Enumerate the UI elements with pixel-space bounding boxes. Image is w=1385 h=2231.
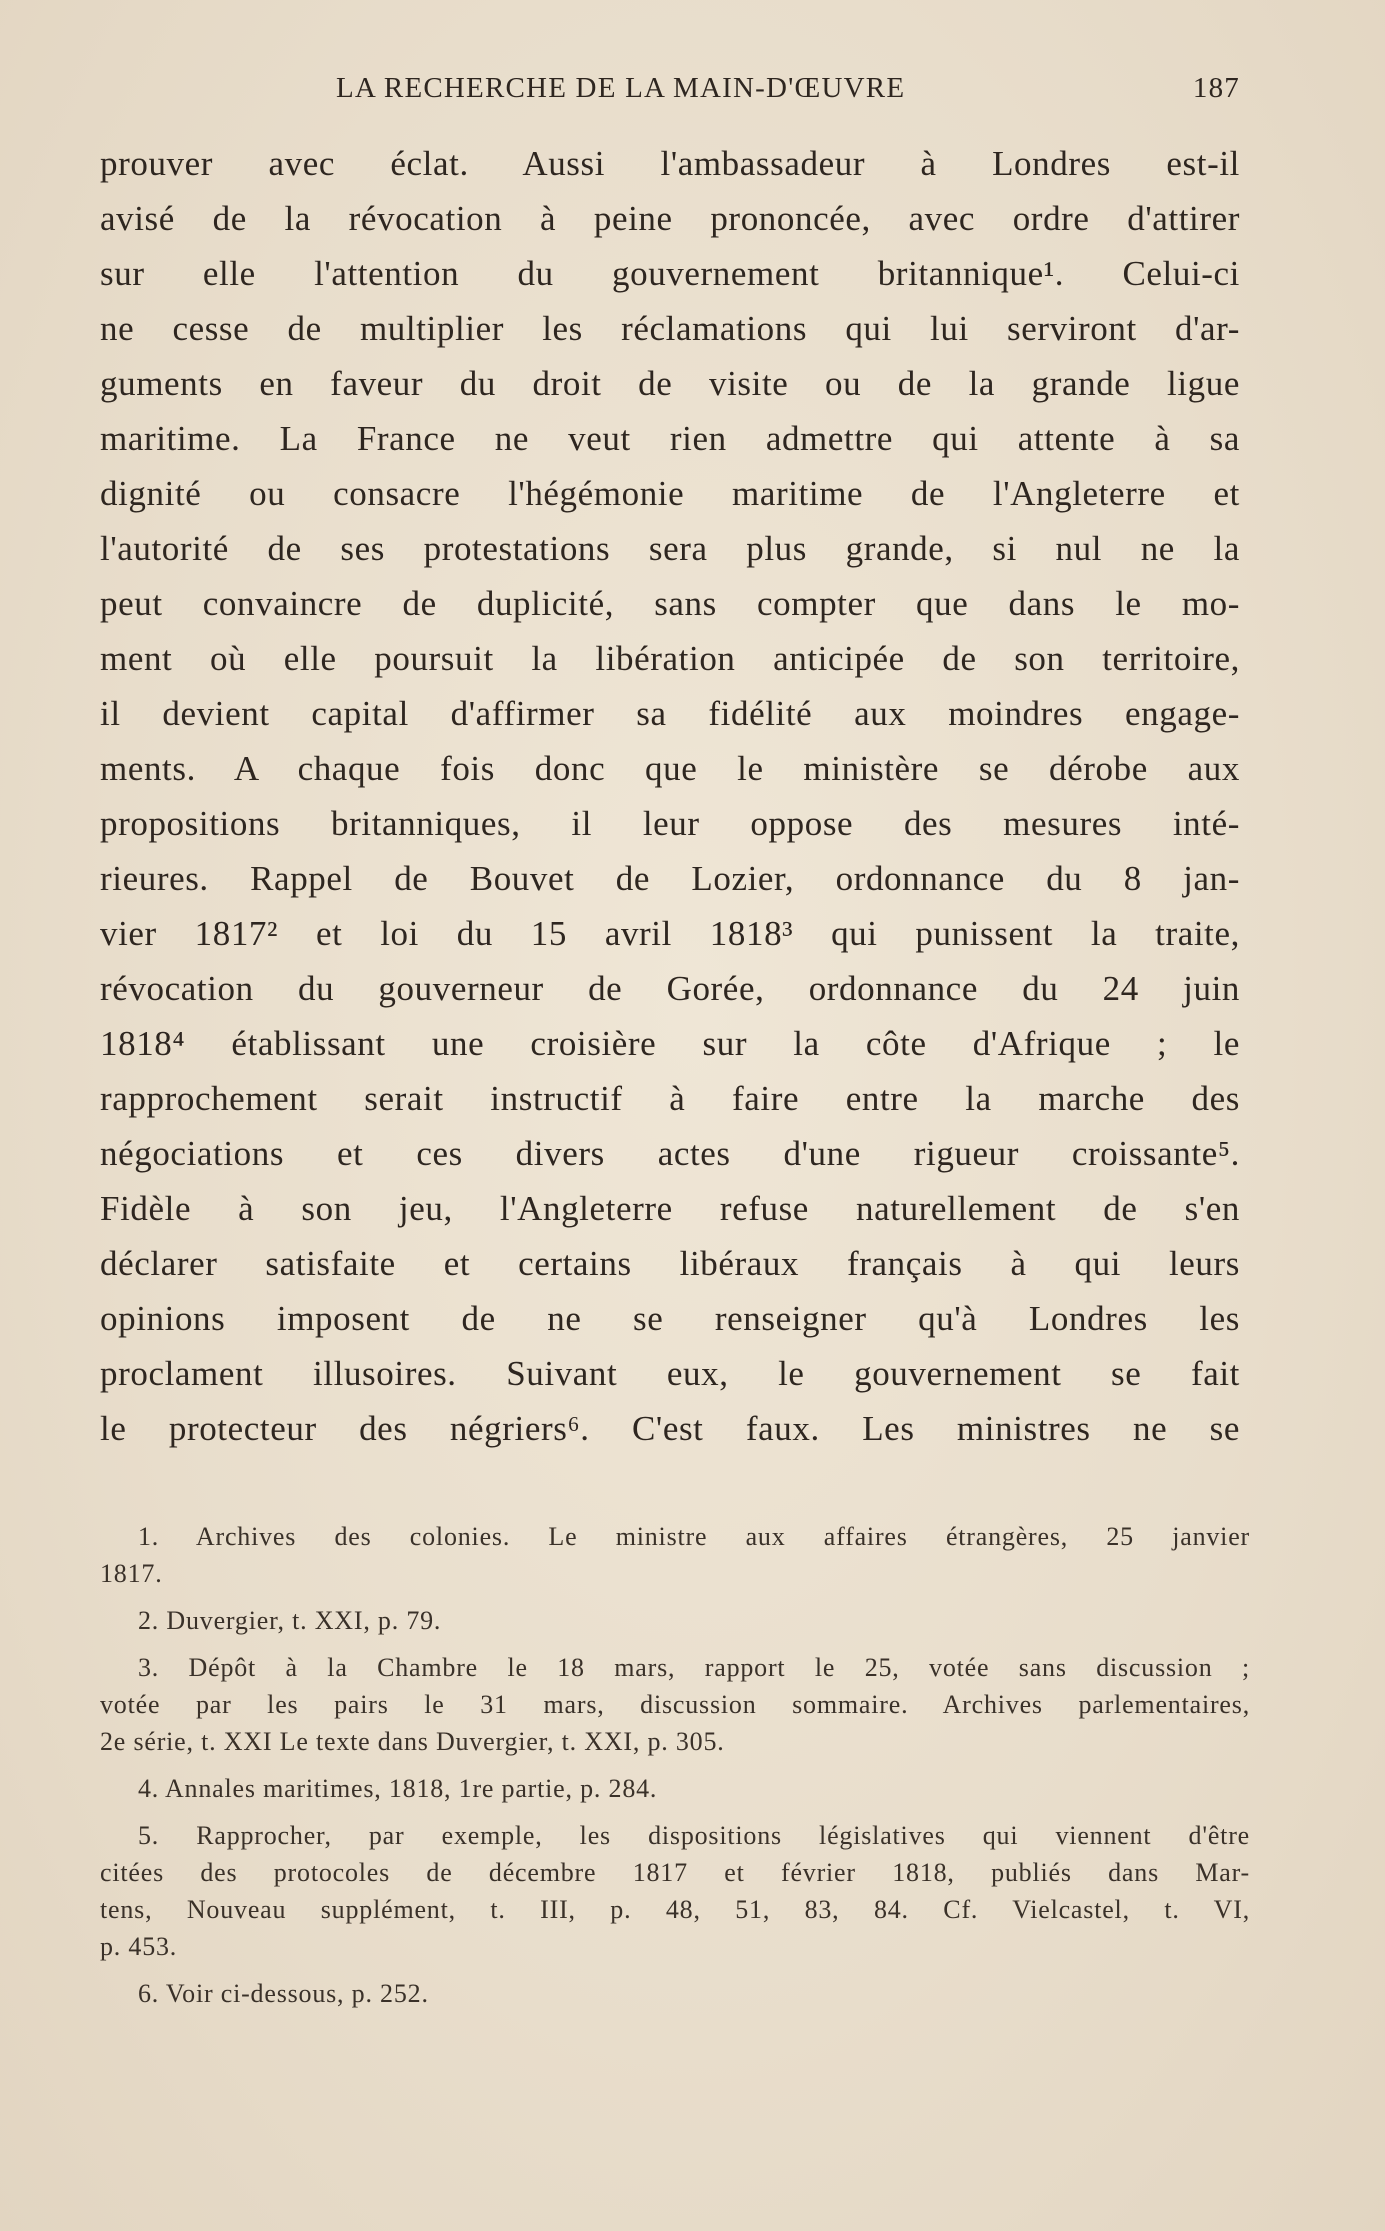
text-line: ne cesse de multiplier les réclamations qui lui serviront d'ar- [100, 309, 1240, 348]
text-line: déclarer satisfaite et certains libéraux français à qui leurs [100, 1244, 1240, 1283]
text-line: 1818⁴ établissant une croisière sur la côte d'Afrique ; le [100, 1024, 1240, 1063]
text-line: opinions imposent de ne se renseigner qu'à Londres les [100, 1299, 1240, 1338]
footnote-3-line: 3. Dépôt à la Chambre le 18 mars, rapport le 25, votée sans discussion ; [138, 1653, 1250, 1682]
text-line: dignité ou consacre l'hégémonie maritime de l'Angleterre et [100, 474, 1240, 513]
page-header [100, 72, 1240, 112]
text-line: maritime. La France ne veut rien admettre qui attente à sa [100, 419, 1240, 458]
text-line: il devient capital d'affirmer sa fidélité aux moindres engage- [100, 694, 1240, 733]
footnote-6-line: 6. Voir ci-dessous, p. 252. [138, 1979, 429, 2008]
text-line: rieures. Rappel de Bouvet de Lozier, ordonnance du 8 jan- [100, 859, 1240, 898]
text-line: l'autorité de ses protestations sera plus grande, si nul ne la [100, 529, 1240, 568]
footnote-5-line: tens, Nouveau supplément, t. III, p. 48, 51, 83, 84. Cf. Vielcastel, t. VI, [100, 1895, 1250, 1924]
text-line: proclament illusoires. Suivant eux, le gouvernement se fait [100, 1354, 1240, 1393]
footnote-2-line: 2. Duvergier, t. XXI, p. 79. [138, 1606, 442, 1635]
text-line: guments en faveur du droit de visite ou de la grande ligue [100, 364, 1240, 403]
text-line: révocation du gouverneur de Gorée, ordonnance du 24 juin [100, 969, 1240, 1008]
footnote-3-line: votée par les pairs le 31 mars, discussion sommaire. Archives parlementaires, [100, 1690, 1250, 1719]
footnote-5-line: p. 453. [100, 1932, 178, 1961]
footnote-5-line: 5. Rapprocher, par exemple, les dispositions législatives qui viennent d'être [138, 1821, 1250, 1850]
text-line: propositions britanniques, il leur oppose des mesures inté- [100, 804, 1240, 843]
text-line: vier 1817² et loi du 15 avril 1818³ qui punissent la traite, [100, 914, 1240, 953]
text-line: prouver avec éclat. Aussi l'ambassadeur à Londres est-il [100, 144, 1240, 183]
text-line: avisé de la révocation à peine prononcée, avec ordre d'attirer [100, 199, 1240, 238]
footnote-1-line: 1. Archives des colonies. Le ministre aux affaires étrangères, 25 janvier [138, 1522, 1250, 1551]
footnotes [100, 1518, 1250, 2012]
text-line: peut convaincre de duplicité, sans compter que dans le mo- [100, 584, 1240, 623]
text-line: ments. A chaque fois donc que le ministère se dérobe aux [100, 749, 1240, 788]
text-line: rapprochement serait instructif à faire entre la marche des [100, 1079, 1240, 1118]
footnote-4-line: 4. Annales maritimes, 1818, 1re partie, p. 284. [138, 1774, 658, 1803]
text-line: Fidèle à son jeu, l'Angleterre refuse naturellement de s'en [100, 1189, 1240, 1228]
footnote-1-line: 1817. [100, 1559, 163, 1588]
footnote-3-line: 2e série, t. XXI Le texte dans Duvergier, t. XXI, p. 305. [100, 1727, 725, 1756]
text-line: sur elle l'attention du gouvernement britannique¹. Celui-ci [100, 254, 1240, 293]
page-number: 187 [1192, 72, 1240, 104]
text-line: ment où elle poursuit la libération anticipée de son territoire, [100, 639, 1240, 678]
main-text [100, 136, 1240, 1456]
text-line: négociations et ces divers actes d'une rigueur croissante⁵. [100, 1134, 1240, 1173]
footnote-5-line: citées des protocoles de décembre 1817 et février 1818, publiés dans Mar- [100, 1858, 1250, 1887]
text-line: le protecteur des négriers⁶. C'est faux. Les ministres ne se [100, 1409, 1240, 1448]
running-title: LA RECHERCHE DE LA MAIN-D'ŒUVRE [336, 72, 906, 104]
